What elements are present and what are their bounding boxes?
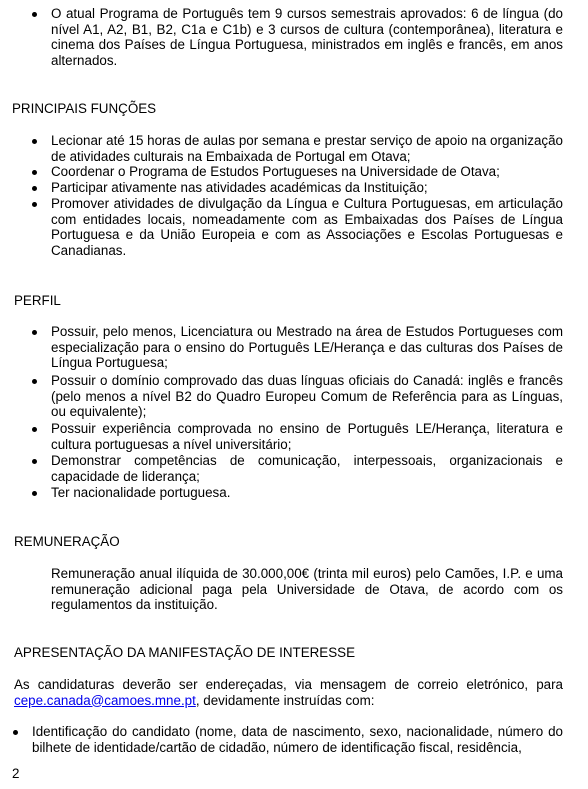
bullet-icon <box>32 330 37 335</box>
section-heading-remuneracao: REMUNERAÇÃO <box>14 534 120 549</box>
email-link[interactable]: cepe.canada@camoes.mne.pt <box>14 692 196 708</box>
bullet-icon <box>32 427 37 432</box>
page-number: 2 <box>12 766 20 781</box>
section-heading-perfil: PERFIL <box>14 293 61 308</box>
list-item-text: Possuir o domínio comprovado das duas línguas oficiais do Canadá: inglês e francês (pelo menos a nível B2 do Quadro Europeu Comum de Referência para as Línguas, ou equivalente); <box>51 373 563 420</box>
apresentacao-intro-text-end: , devidamente instruídas com: <box>195 692 375 708</box>
list-item-text: Ter nacionalidade portuguesa. <box>51 485 231 500</box>
bullet-icon <box>32 170 37 175</box>
bullet-icon <box>32 202 37 207</box>
intro-bullet-text: O atual Programa de Português tem 9 cursos semestrais aprovados: 6 de língua (do nível A1, A2, B1, B2, C1a e C1b) e 3 cursos de cultura (contemporânea), literatura e cinema dos Países de Língua Portuguesa, ministrados em inglês e francês, em anos alternados. <box>51 6 563 68</box>
bullet-icon <box>32 139 37 144</box>
list-item-text: Possuir experiência comprovada no ensino de Português LE/Herança, literatura e cultura portuguesas a nível universitário; <box>51 421 563 452</box>
apresentacao-intro-text: As candidaturas deverão ser endereçadas, via mensagem de correio eletrónico, para <box>14 677 563 692</box>
list-item-text: Coordenar o Programa de Estudos Portugueses na Universidade de Otava; <box>51 164 500 179</box>
list-item-text: Lecionar até 15 horas de aulas por semana e prestar serviço de apoio na organização de atividades culturais na Embaixada de Portugal em Otava; <box>51 133 563 164</box>
bullet-icon <box>32 379 37 384</box>
remuneracao-text: Remuneração anual ilíquida de 30.000,00€ (trinta mil euros) pelo Camões, I.P. e uma remuneração adicional paga pela Universidade de Otava, de acordo com os regulamentos da instituição. <box>51 566 563 613</box>
list-item-text: Promover atividades de divulgação da Língua e Cultura Portuguesas, em articulação com entidades locais, nomeadamente com as Embaixadas dos Países de Língua Portuguesa e da União Europeia e com as Associações e Escolas Portuguesas e Canadianas. <box>51 196 563 258</box>
list-item-text: Demonstrar competências de comunicação, interpessoais, organizacionais e capacidade de liderança; <box>51 453 563 484</box>
list-item-text: Possuir, pelo menos, Licenciatura ou Mestrado na área de Estudos Portugueses com especialização para o ensino do Português LE/Herança e das culturas dos Países de Língua Portuguesa; <box>51 324 563 371</box>
list-item-text: Participar ativamente nas atividades académicas da Instituição; <box>51 180 428 195</box>
bullet-icon <box>32 491 37 496</box>
bullet-icon <box>32 12 37 17</box>
bullet-icon <box>32 459 37 464</box>
apresentacao-intro <box>14 677 563 708</box>
bullet-icon <box>13 730 18 735</box>
list-item-text: Identificação do candidato (nome, data de nascimento, sexo, nacionalidade, número do bilhete de identidade/cartão de cidadão, número de identificação fiscal, residência, <box>32 724 563 755</box>
bullet-icon <box>32 186 37 191</box>
section-heading-funcoes: PRINCIPAIS FUNÇÕES <box>12 101 157 116</box>
section-heading-apresentacao: APRESENTAÇÃO DA MANIFESTAÇÃO DE INTERESSE <box>14 645 356 660</box>
